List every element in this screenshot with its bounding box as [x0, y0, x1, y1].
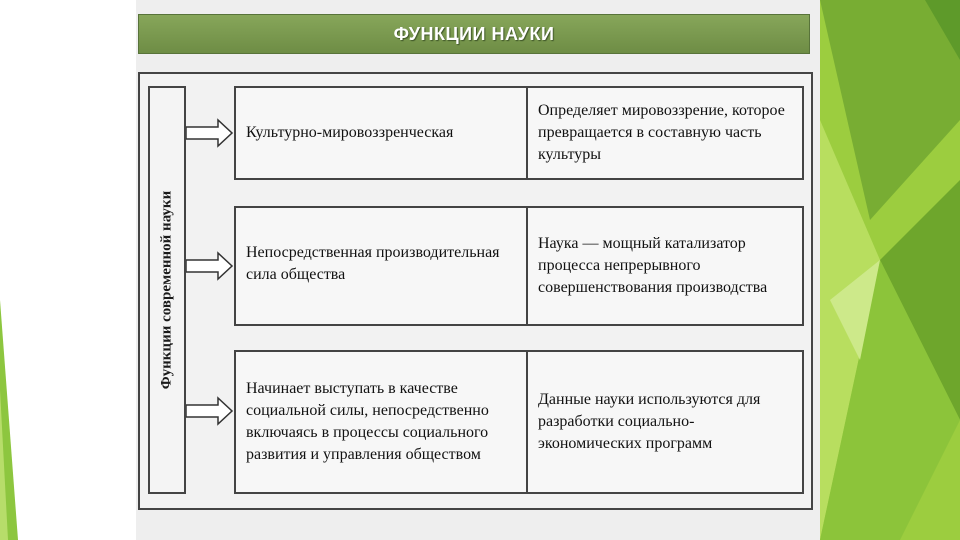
- function-row: [234, 206, 804, 326]
- arrow-icon: [186, 251, 234, 281]
- slide-title: ФУНКЦИИ НАУКИ: [393, 23, 555, 44]
- function-description: Данные науки используются для разработки социально-экономических программ: [538, 391, 761, 452]
- function-row: [234, 350, 804, 494]
- function-description: Определяет мировоззрение, которое превращается в составную часть культуры: [538, 102, 785, 163]
- function-name: Непосредственная производительная сила общества: [236, 208, 528, 324]
- arrow-icon: [186, 118, 234, 148]
- side-label-box: [148, 86, 186, 494]
- function-name: Начинает выступать в качестве социальной силы, непосредственно включаясь в процессы социального развития и управления обществом: [236, 352, 528, 492]
- function-name: Культурно-мировоззренческая: [236, 88, 528, 178]
- side-label: Функции современной науки: [158, 190, 175, 390]
- function-description: Наука — мощный катализатор процесса непрерывного совершенствования производства: [538, 235, 768, 296]
- title-bar: [138, 14, 810, 54]
- arrow-icon: [186, 396, 234, 426]
- function-row: [234, 86, 804, 180]
